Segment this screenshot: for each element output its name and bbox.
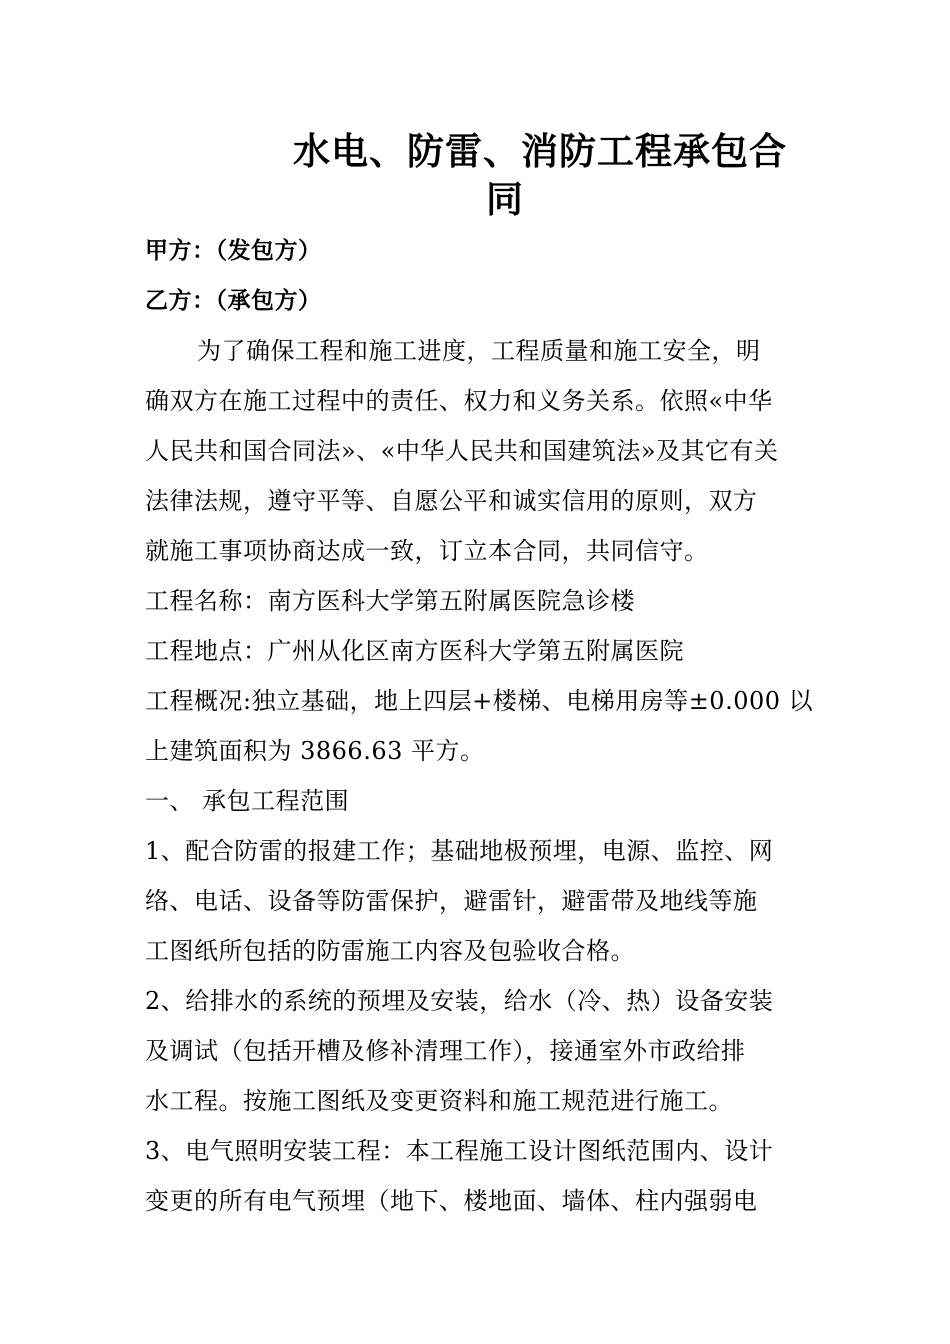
clause-line: 1、配合防雷的报建工作；基础地极预埋，电源、监控、网 (145, 837, 774, 865)
clause-line: 及调试（包括开槽及修补清理工作），接通室外市政给排 (145, 1037, 746, 1065)
preamble-line: 为了确保工程和施工进度，工程质量和施工安全，明 (197, 337, 761, 365)
project-overview: 上建筑面积为 3866.63 平方。 (145, 737, 485, 765)
section-heading: 一、 承包工程范围 (145, 787, 350, 815)
party-b: 乙方：（承包方） (145, 288, 322, 314)
project-location: 工程地点：广州从化区南方医科大学第五附属医院 (145, 637, 684, 665)
clause-line: 络、电话、设备等防雷保护，避雷针，避雷带及地线等施 (145, 887, 758, 915)
clause-line: 变更的所有电气预埋（地下、楼地面、墙体、柱内强弱电 (145, 1187, 758, 1215)
preamble-line: 确双方在施工过程中的责任、权力和义务关系。依照«中华 (145, 387, 773, 415)
title-line-1: 水电、防雷、消防工程承包合 (293, 130, 787, 173)
clause-line: 2、给排水的系统的预埋及安装，给水（冷、热）设备安装 (145, 987, 774, 1015)
project-overview: 工程概况:独立基础，地上四层+楼梯、电梯用房等±0.000 以 (145, 687, 814, 715)
project-name: 工程名称：南方医科大学第五附属医院急诊楼 (145, 587, 635, 615)
clause-line: 水工程。按施工图纸及变更资料和施工规范进行施工。 (145, 1087, 733, 1115)
preamble-line: 人民共和国合同法»、«中华人民共和国建筑法»及其它有关 (145, 437, 779, 465)
clause-line: 3、电气照明安装工程：本工程施工设计图纸范围内、设计 (145, 1137, 774, 1165)
document-body (145, 226, 814, 1226)
preamble-line: 就施工事项协商达成一致，订立本合同，共同信守。 (145, 537, 709, 565)
party-a: 甲方：（发包方） (145, 238, 322, 264)
clause-line: 工图纸所包括的防雷施工内容及包验收合格。 (145, 937, 635, 965)
preamble-line: 法律法规，遵守平等、自愿公平和诚实信用的原则，双方 (145, 487, 758, 515)
document-title (145, 128, 865, 224)
title-line-2: 同 (486, 178, 524, 221)
